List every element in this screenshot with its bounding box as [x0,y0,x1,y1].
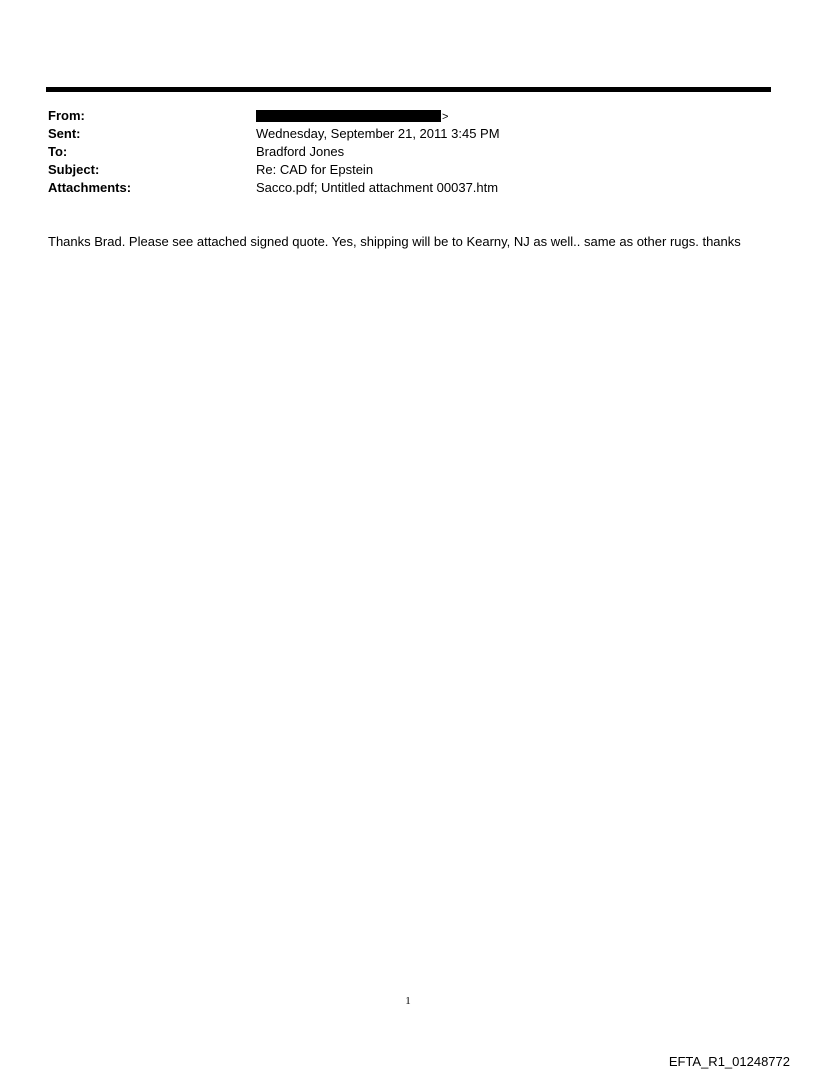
subject-row [48,161,768,179]
document-id: EFTA_R1_01248772 [668,1054,790,1069]
header-divider [46,87,771,92]
from-value-tail: > [442,110,449,123]
attachments-label: Attachments: [48,180,132,195]
sent-label: Sent: [48,126,81,141]
to-row [48,143,768,161]
attachments-row [48,179,768,197]
redaction-block [256,110,441,122]
sent-row [48,125,768,143]
email-header [48,107,768,197]
subject-value: Re: CAD for Epstein [256,162,374,177]
attachments-value: Sacco.pdf; Untitled attachment 00037.htm [256,180,499,195]
from-label: From: [48,108,85,123]
to-value: Bradford Jones [256,144,345,159]
email-body: Thanks Brad. Please see attached signed quote. Yes, shipping will be to Kearny, NJ as well.. same as other rugs. thanks [48,234,741,249]
subject-label: Subject: [48,162,100,177]
from-row [48,107,768,125]
to-label: To: [48,144,68,159]
from-value [256,107,768,125]
page-number: 1 [405,995,411,1007]
sent-value: Wednesday, September 21, 2011 3:45 PM [256,126,500,141]
